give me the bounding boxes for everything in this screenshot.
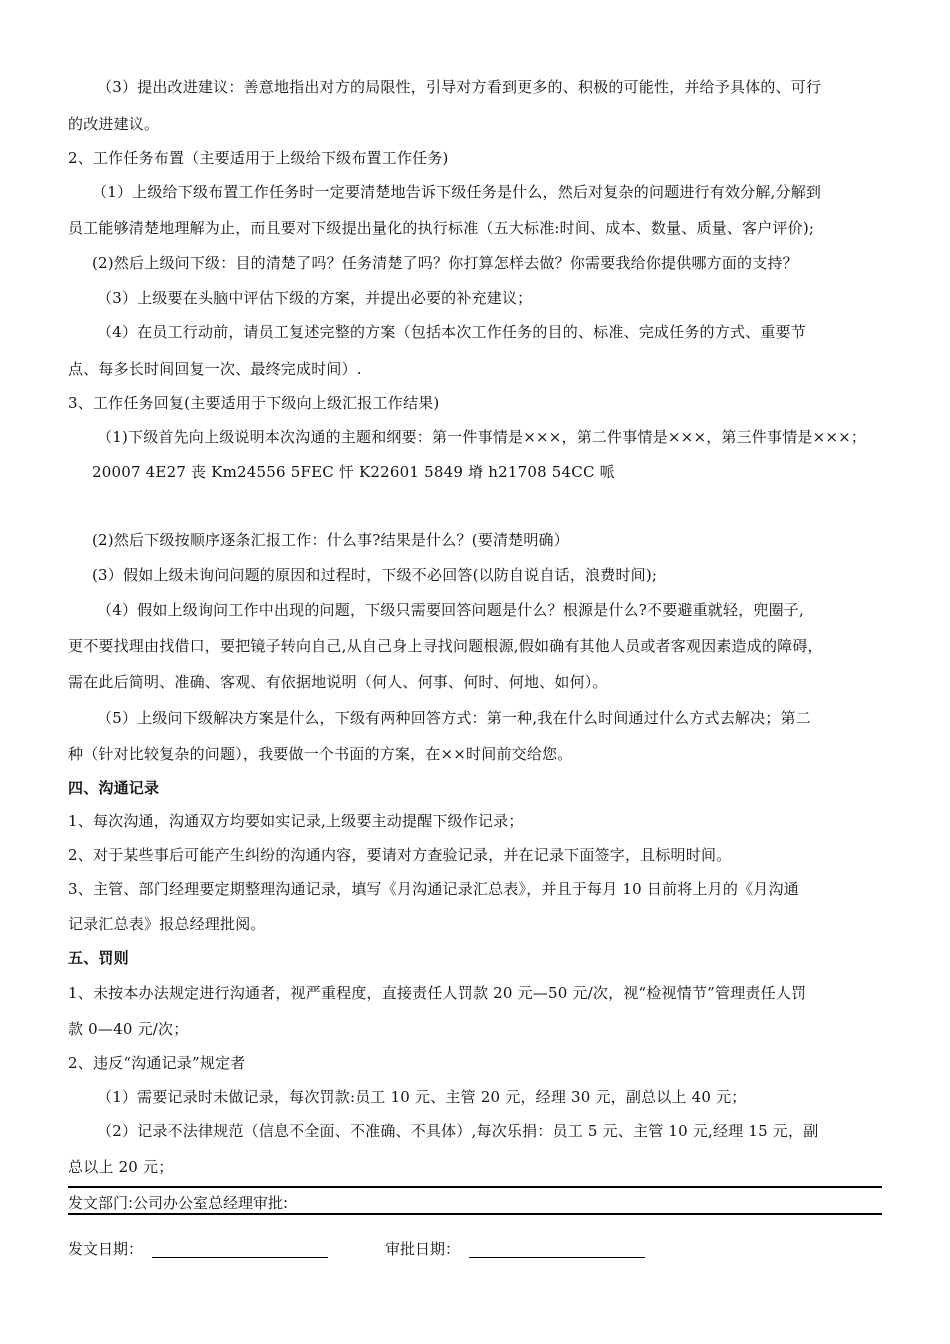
text-line: 总以上 20 元；	[68, 1158, 174, 1176]
text-line: (2)然后下级按顺序逐条汇报工作：什么事?结果是什么？(要清楚明确）	[92, 531, 569, 549]
issue-date-blank	[152, 1257, 328, 1258]
approve-date-label: 审批日期：	[385, 1240, 461, 1258]
footer-top-rule	[68, 1186, 882, 1188]
section-heading: 3、工作任务回复(主要适用于下级向上级汇报工作结果)	[68, 394, 440, 412]
section-heading-penalties: 五、罚则	[68, 949, 129, 967]
text-line: 1、未按本办法规定进行沟通者，视严重程度，直接责任人罚款 20 元—50 元/次，视“检视情节”管理责任人罚	[68, 984, 807, 1002]
text-line: 3、主管、部门经理要定期整理沟通记录，填写《月沟通记录汇总表》，并且于每月 10 日前将上月的《月沟通	[68, 880, 799, 898]
text-line: 种（针对比较复杂的问题），我要做一个书面的方案，在××时间前交给您。	[68, 745, 573, 763]
text-line: （3）提出改进建议：善意地指出对方的局限性，引导对方看到更多的、积极的可能性，并给予具体的、可行	[97, 78, 822, 96]
issue-date-label: 发文日期：	[68, 1240, 144, 1258]
text-line: （1）上级给下级布置工作任务时一定要清楚地告诉下级任务是什么，然后对复杂的问题进行有效分解,分解到	[92, 183, 822, 201]
text-line: 更不要找理由找借口，要把镜子转向自己,从自己身上寻找问题根源,假如确有其他人员或者客观因素造成的障碍，	[68, 637, 823, 655]
issuing-department-line: 发文部门:公司办公室总经理审批:	[68, 1194, 289, 1212]
text-line: （4）在员工行动前，请员工复述完整的方案（包括本次工作任务的目的、标准、完成任务的方式、重要节	[97, 323, 806, 341]
text-line: (2)然后上级问下级：目的清楚了吗？任务清楚了吗？你打算怎样去做？你需要我给你提供哪方面的支持？	[92, 254, 798, 272]
text-line: （1)下级首先向上级说明本次沟通的主题和纲要：第一件事情是×××，第二件事情是×××，第三件事情是×××；	[97, 428, 867, 446]
text-line: 员工能够清楚地理解为止，而且要对下级提出量化的执行标准（五大标准:时间、成本、数量、质量、客户评价);	[68, 219, 815, 237]
text-line: (3）假如上级未询问问题的原因和过程时，下级不必回答(以防自说自话，浪费时间);	[92, 566, 658, 584]
section-heading: 2、工作任务布置（主要适用于上级给下级布置工作任务)	[68, 149, 449, 167]
text-line: 1、每次沟通，沟通双方均要如实记录,上级要主动提醒下级作记录；	[68, 812, 524, 830]
text-line: （3）上级要在头脑中评估下级的方案，并提出必要的补充建议；	[97, 289, 533, 307]
text-line: （5）上级问下级解决方案是什么，下级有两种回答方式：第一种,我在什么时间通过什么方式去解决；第二	[97, 709, 811, 727]
text-line: 2、对于某些事后可能产生纠纷的沟通内容，要请对方查验记录，并在记录下面签字，且标明时间。	[68, 846, 732, 864]
approve-date-blank	[469, 1257, 645, 1258]
text-line: 需在此后简明、准确、客观、有依据地说明（何人、何事、何时、何地、如何）。	[68, 673, 608, 691]
footer-bottom-rule	[68, 1213, 882, 1215]
section-heading-communication-records: 四、沟通记录	[68, 779, 160, 797]
text-line: （4）假如上级询问工作中出现的问题，下级只需要回答问题是什么？根源是什么?不要避重就轻，兜圈子,	[97, 601, 804, 619]
garbled-line: 20007 4E27 丧 Km24556 5FEC 忓 K22601 5849 塉 h21708 54CC 哌	[92, 463, 615, 481]
text-line: （1）需要记录时未做记录，每次罚款:员工 10 元、主管 20 元，经理 30 元，副总以上 40 元；	[97, 1088, 747, 1106]
text-line: 2、违反“沟通记录”规定者	[68, 1054, 246, 1072]
text-line: 款 0—40 元/次；	[68, 1020, 189, 1038]
text-line: 的改进建议。	[68, 115, 160, 133]
text-line: 记录汇总表》报总经理批阅。	[68, 915, 266, 933]
text-line: 点、每多长时间回复一次、最终完成时间）.	[68, 360, 362, 378]
text-line: （2）记录不法律规范（信息不全面、不准确、不具体）,每次乐捐：员工 5 元、主管 10 元,经理 15 元，副	[97, 1122, 819, 1140]
